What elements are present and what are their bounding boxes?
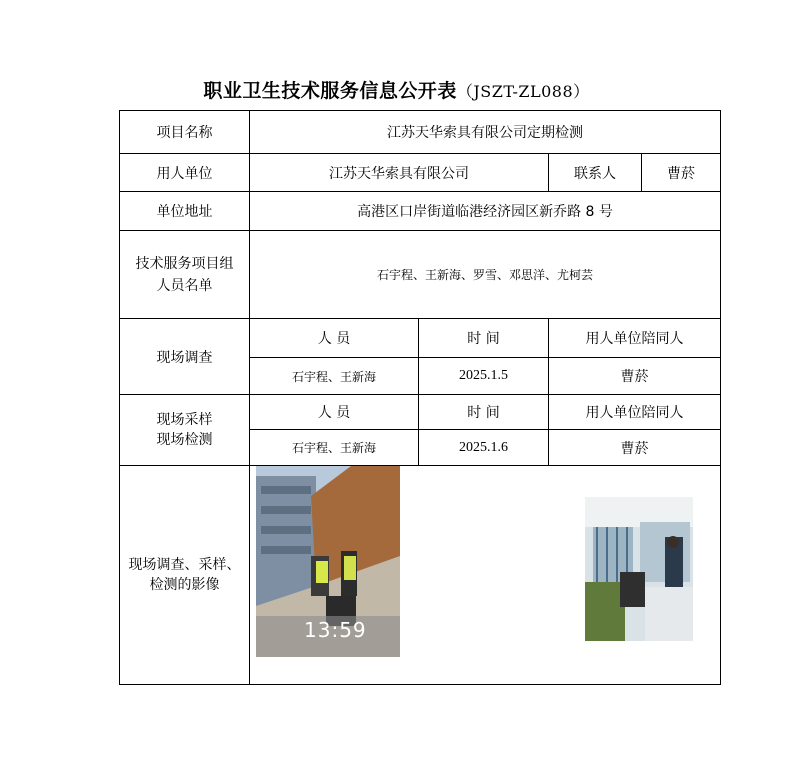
survey-label: 现场调查 (120, 319, 250, 395)
survey-person: 石宇程、王新海 (250, 358, 419, 395)
info-table (119, 110, 721, 685)
row-employer (120, 154, 721, 192)
survey-escort: 曹菸 (549, 358, 721, 395)
project-name-value: 江苏天华索具有限公司定期检测 (250, 111, 721, 154)
team-value: 石宇程、王新海、罗雪、邓思洋、尤柯芸 (250, 231, 721, 319)
sampling-person: 石宇程、王新海 (250, 430, 419, 466)
site-photo-workshop (585, 497, 693, 641)
team-label: 技术服务项目组人员名单 (120, 231, 250, 319)
employer-label: 用人单位 (120, 154, 250, 192)
row-survey-header (120, 319, 721, 358)
project-name-label: 项目名称 (120, 111, 250, 154)
row-team (120, 231, 721, 319)
photo-timestamp: 13:59 (304, 618, 367, 642)
sampling-col-time: 时 间 (419, 395, 549, 430)
contact-label: 联系人 (549, 154, 642, 192)
images-label: 现场调查、采样、检测的影像 (120, 466, 250, 685)
row-address (120, 192, 721, 231)
site-photo-entrance (256, 466, 400, 657)
employer-value: 江苏天华索具有限公司 (250, 154, 549, 192)
address-label: 单位地址 (120, 192, 250, 231)
survey-col-person: 人 员 (250, 319, 419, 358)
sampling-label: 现场采样现场检测 (120, 395, 250, 466)
row-sampling-header (120, 395, 721, 430)
title-text: 职业卫生技术服务信息公开表 (203, 80, 457, 102)
survey-col-time: 时 间 (419, 319, 549, 358)
survey-time: 2025.1.5 (419, 358, 549, 395)
title-code: （JSZT-ZL088） (456, 82, 590, 101)
images-cell (250, 466, 721, 685)
sampling-escort: 曹菸 (549, 430, 721, 466)
sampling-col-person: 人 员 (250, 395, 419, 430)
contact-value: 曹菸 (642, 154, 721, 192)
sampling-time: 2025.1.6 (419, 430, 549, 466)
address-value: 高港区口岸街道临港经济园区新乔路 8 号 (250, 192, 721, 231)
page-title (0, 76, 793, 103)
row-images (120, 466, 721, 685)
sampling-col-escort: 用人单位陪同人 (549, 395, 721, 430)
survey-col-escort: 用人单位陪同人 (549, 319, 721, 358)
row-project-name (120, 111, 721, 154)
